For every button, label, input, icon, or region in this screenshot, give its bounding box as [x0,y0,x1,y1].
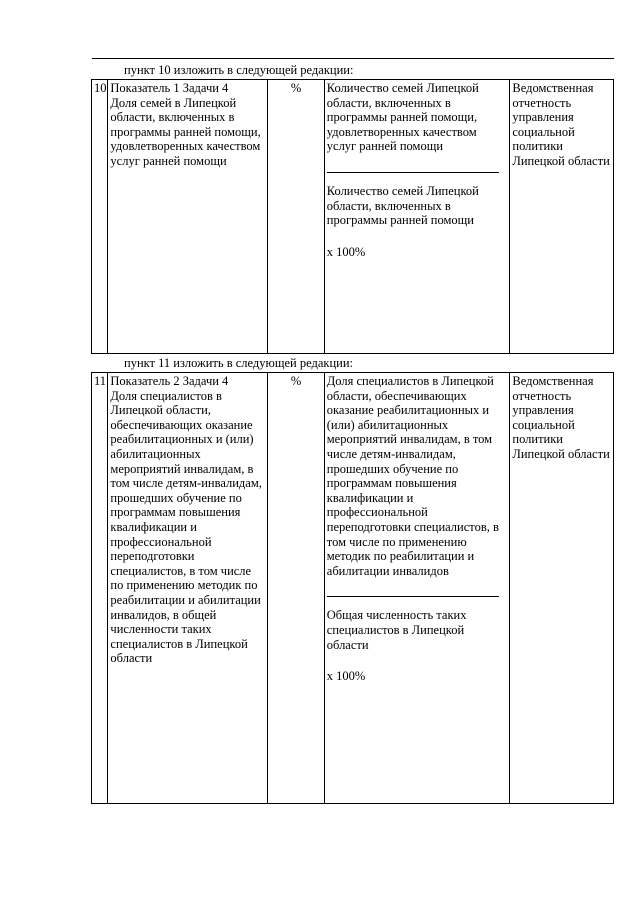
table-row [92,373,614,804]
formula-numerator: Доля специалистов в Липецкой области, обеспечивающих оказание реабилитационных и (или) абилитационных мероприятий инвалидам, в том числе детям-инвалидам, прошедших обучение по программам повышения квалификации и профессиональной переподготовки специалистов, в том числе по применению методик по реабилитации и абилитации инвалидов [326,374,499,578]
indicator-table-11 [91,372,614,804]
row-number: 10 [92,80,108,354]
formula-multiplier: х 100% [326,244,366,259]
unit: % [268,373,324,804]
indicator-name: Показатель 1 Задачи 4 Доля семей в Липецкой области, включенных в программы ранней помощи, удовлетворенных качеством услуг ранней помощи [108,80,268,354]
indicator-table-10 [91,79,614,354]
formula-denominator: Общая численность таких специалистов в Липецкой области [326,608,467,652]
formula-multiplier: х 100% [326,669,366,684]
formula-cell [324,80,510,354]
formula-denominator: Количество семей Липецкой области, включенных в программы ранней помощи [326,183,479,228]
section-heading-11: пункт 11 изложить в следующей редакции: [124,356,353,370]
data-source: Ведомственная отчетность управления социальной политики Липецкой области [510,80,614,354]
top-rule [92,58,614,59]
row-number: 11 [92,373,108,804]
formula-cell [324,373,510,804]
formula-numerator: Количество семей Липецкой области, включенных в программы ранней помощи, удовлетворенных качеством услуг ранней помощи [326,81,479,154]
fraction-line [327,596,499,597]
fraction-line [327,172,499,173]
section-heading-10: пункт 10 изложить в следующей редакции: [124,63,354,77]
table-row [92,80,614,354]
indicator-name: Показатель 2 Задачи 4 Доля специалистов в Липецкой области, обеспечивающих оказание реабилитационных и (или) абилитационных мероприятий инвалидам, в том числе детям-инвалидам, прошедших обучение по программам повышения квалификации и профессиональной переподготовки специалистов, в том числе по применению методик по реабилитации и абилитации инвалидов, в общей численности таких специалистов в Липецкой области [108,373,268,804]
data-source: Ведомственная отчетность управления социальной политики Липецкой области [510,373,614,804]
unit: % [268,80,324,354]
